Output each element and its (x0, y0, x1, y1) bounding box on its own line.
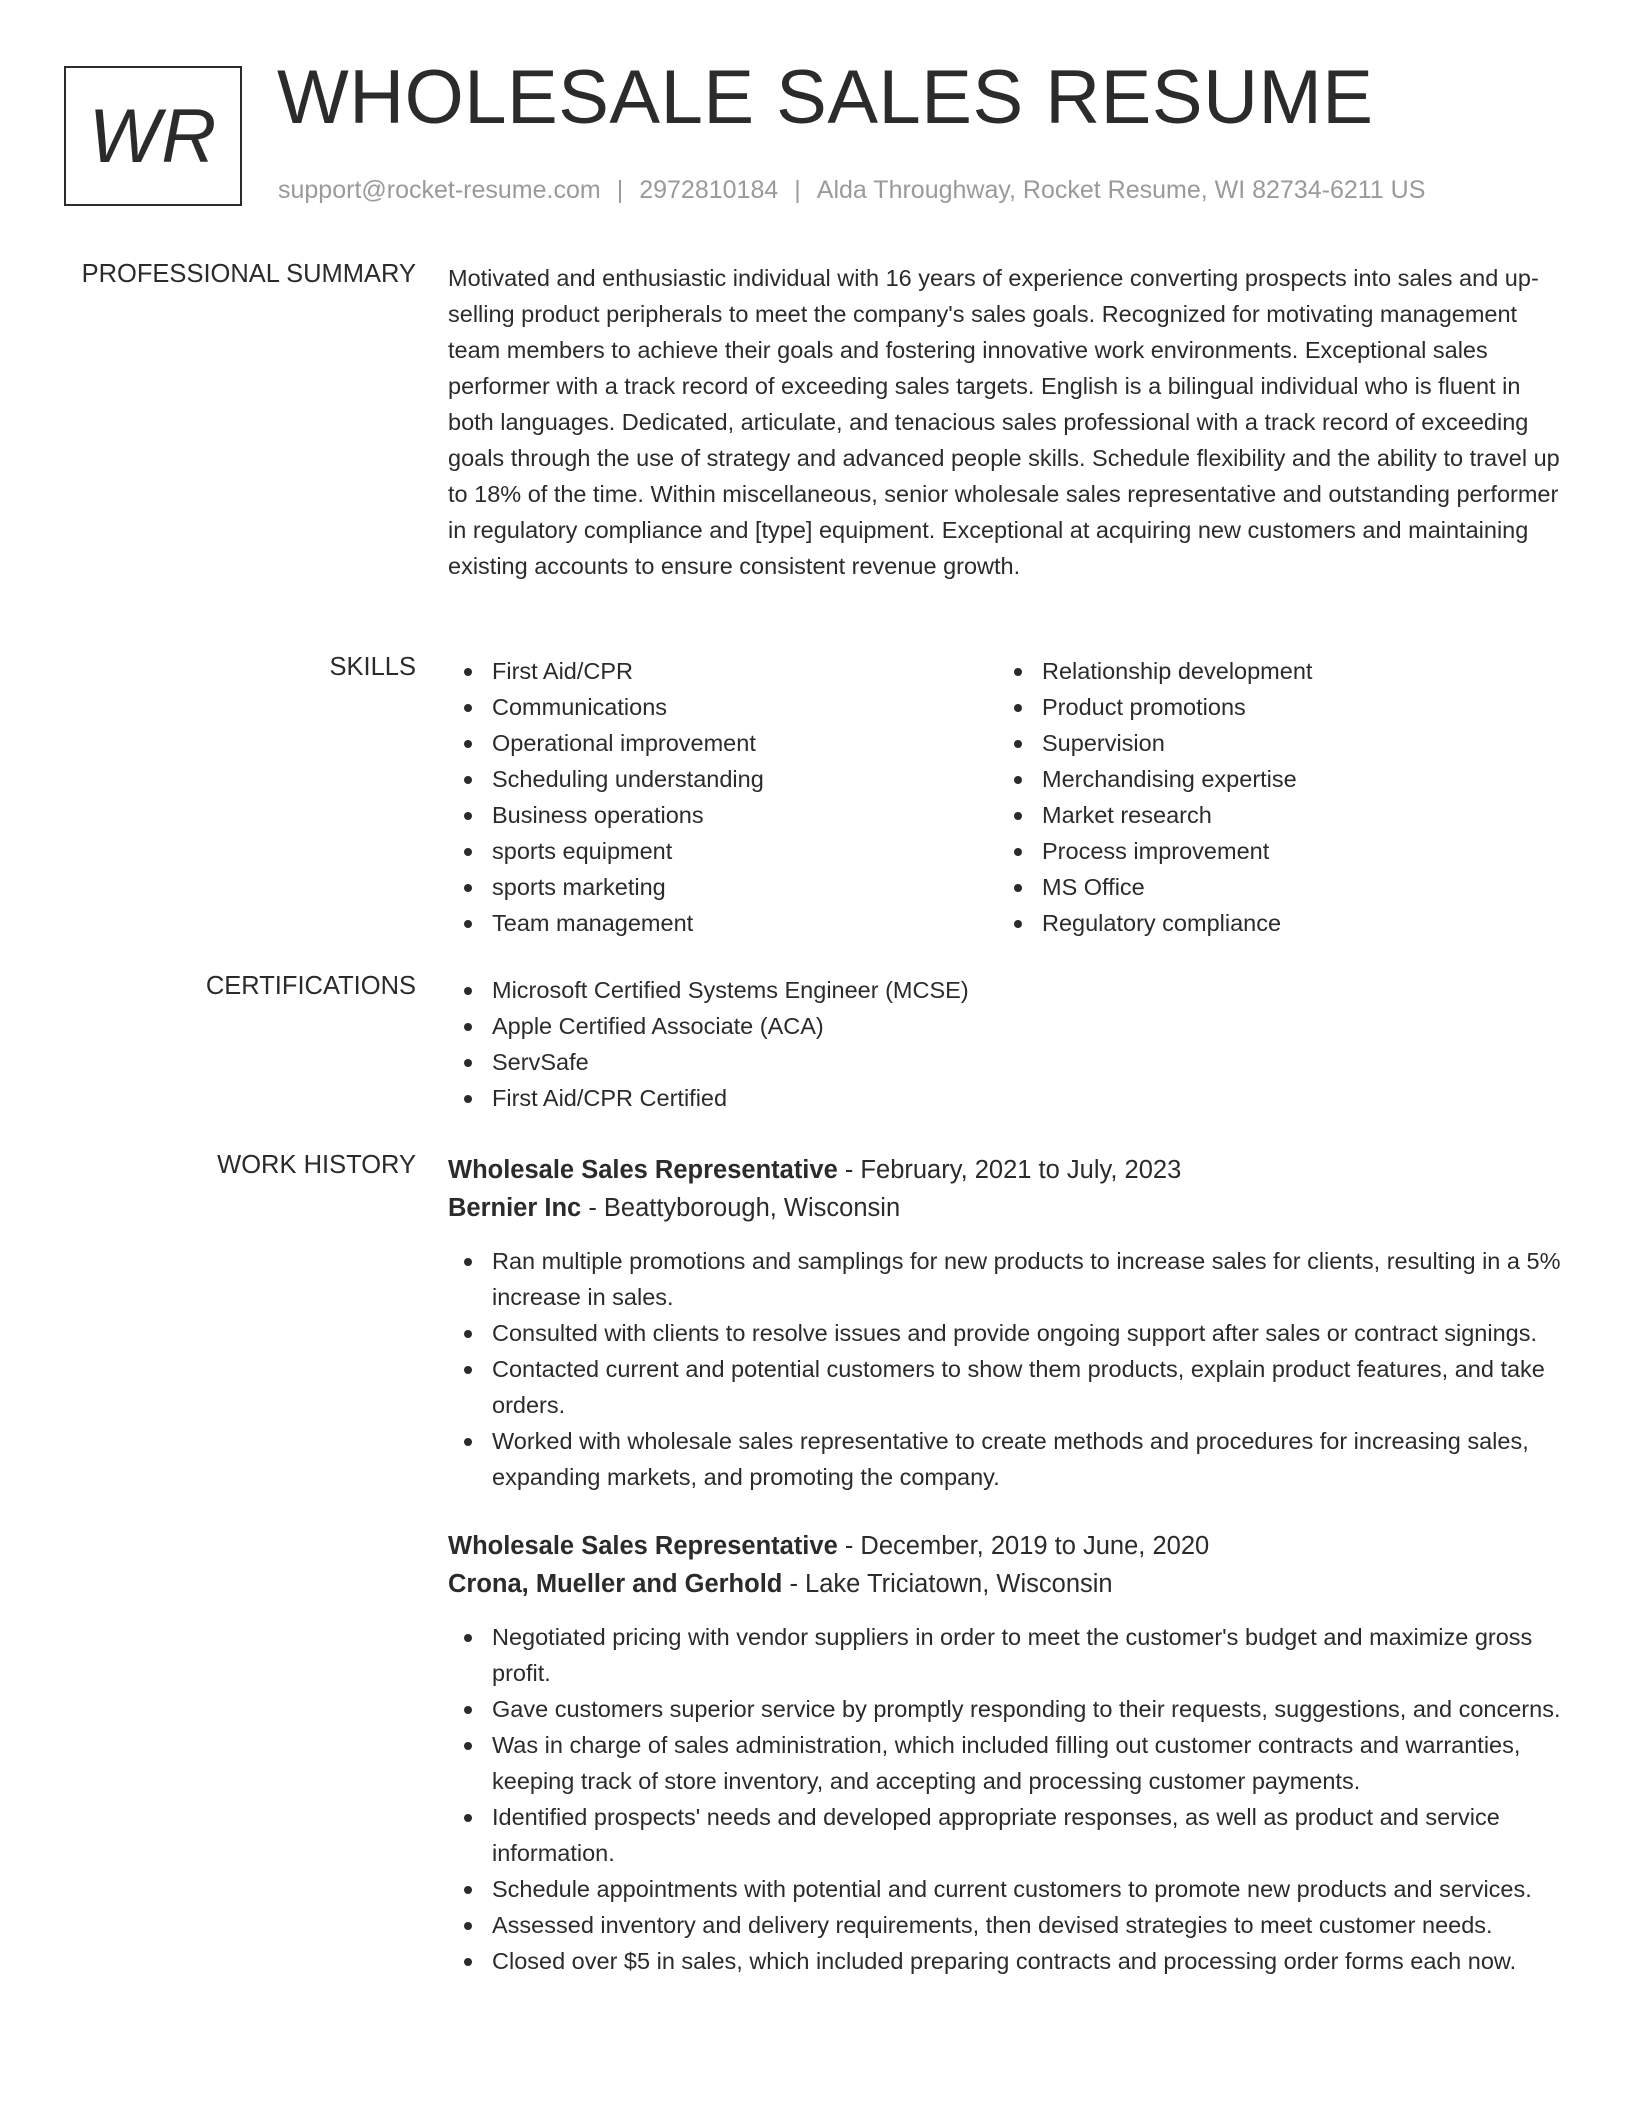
job-duty: Worked with wholesale sales representative to create methods and procedures for increasing sales, expanding markets, and promoting the company. (448, 1423, 1568, 1495)
job-location: - Lake Triciatown, Wisconsin (789, 1570, 1113, 1598)
resume-title: WHOLESALE SALES RESUME (277, 55, 1374, 140)
skill-item: Team management (448, 905, 998, 941)
job-duty: Contacted current and potential customers to show them products, explain product features, and take orders. (448, 1351, 1568, 1423)
job-duty: Consulted with clients to resolve issues and provide ongoing support after sales or contract signings. (448, 1315, 1568, 1351)
job-company-line (448, 1565, 1568, 1603)
job-entry (448, 1527, 1568, 1979)
skill-item: sports marketing (448, 869, 998, 905)
job-duty: Assessed inventory and delivery requirements, then devised strategies to meet customer needs. (448, 1907, 1568, 1943)
skill-item: Merchandising expertise (998, 761, 1548, 797)
skills-column-left (448, 653, 998, 941)
skill-item: Process improvement (998, 833, 1548, 869)
job-location: - Beattyborough, Wisconsin (588, 1194, 901, 1222)
contact-phone: 2972810184 (639, 176, 779, 204)
job-company: Bernier Inc (448, 1194, 582, 1222)
certification-item: First Aid/CPR Certified (448, 1080, 1568, 1116)
certification-item: ServSafe (448, 1044, 1568, 1080)
skills-heading: SKILLS (329, 653, 416, 681)
monogram-logo: WR (64, 66, 242, 206)
job-duty: Ran multiple promotions and samplings for new products to increase sales for clients, resulting in a 5% increase in sales. (448, 1243, 1568, 1315)
job-title-line (448, 1151, 1568, 1189)
job-entry (448, 1151, 1568, 1495)
job-title: Wholesale Sales Representative (448, 1532, 838, 1560)
skill-item: First Aid/CPR (448, 653, 998, 689)
job-duty: Was in charge of sales administration, which included filling out customer contracts and warranties, keeping track of store inventory, and accepting and processing customer payments. (448, 1727, 1568, 1799)
contact-separator: | (794, 176, 801, 204)
job-title: Wholesale Sales Representative (448, 1156, 838, 1184)
job-title-line (448, 1527, 1568, 1565)
skill-item: Business operations (448, 797, 998, 833)
contact-email[interactable]: support@rocket-resume.com (278, 176, 601, 204)
summary-text: Motivated and enthusiastic individual with 16 years of experience converting prospects into sales and up-selling product peripherals to meet the company's sales goals. Recognized for motivating management team members to achieve their goals and fostering innovative work environments. Exceptional sales performer with a track record of exceeding sales targets. English is a bilingual individual who is fluent in both languages. Dedicated, articulate, and tenacious sales professional with a track record of exceeding goals through the use of strategy and advanced people skills. Schedule flexibility and the ability to travel up to 18% of the time. Within miscellaneous, senior wholesale sales representative and outstanding performer in regulatory compliance and [type] equipment. Exceptional at acquiring new customers and maintaining existing accounts to ensure consistent revenue growth. (448, 265, 1560, 579)
contact-line (278, 176, 1425, 205)
skill-item: sports equipment (448, 833, 998, 869)
skill-item: MS Office (998, 869, 1548, 905)
job-duties (448, 1243, 1568, 1495)
certifications-heading: CERTIFICATIONS (205, 972, 416, 1000)
skill-item: Market research (998, 797, 1548, 833)
skill-item: Regulatory compliance (998, 905, 1548, 941)
skill-item: Supervision (998, 725, 1548, 761)
certification-item: Microsoft Certified Systems Engineer (MCSE) (448, 972, 1568, 1008)
skill-item: Product promotions (998, 689, 1548, 725)
job-company-line (448, 1189, 1568, 1227)
job-dates: - December, 2019 to June, 2020 (844, 1532, 1210, 1560)
skill-item: Relationship development (998, 653, 1548, 689)
job-duty: Gave customers superior service by promptly responding to their requests, suggestions, and concerns. (448, 1691, 1568, 1727)
contact-address: Alda Throughway, Rocket Resume, WI 82734-6211 US (816, 176, 1426, 204)
work-history-heading: WORK HISTORY (217, 1151, 416, 1179)
job-dates: - February, 2021 to July, 2023 (844, 1156, 1182, 1184)
skill-item: Operational improvement (448, 725, 998, 761)
work-history-body (448, 1151, 1568, 1979)
certifications-list (448, 972, 1568, 1116)
skills-list (448, 653, 1568, 941)
skills-column-right (998, 653, 1548, 941)
certification-item: Apple Certified Associate (ACA) (448, 1008, 1568, 1044)
summary-heading: PROFESSIONAL SUMMARY (81, 260, 416, 288)
job-duty: Closed over $5 in sales, which included preparing contracts and processing order forms each now. (448, 1943, 1568, 1979)
contact-separator: | (616, 176, 624, 204)
job-company: Crona, Mueller and Gerhold (448, 1570, 783, 1598)
skill-item: Communications (448, 689, 998, 725)
skill-item: Scheduling understanding (448, 761, 998, 797)
job-duty: Negotiated pricing with vendor suppliers in order to meet the customer's budget and maximize gross profit. (448, 1619, 1568, 1691)
job-duty: Identified prospects' needs and developed appropriate responses, as well as product and service information. (448, 1799, 1568, 1871)
job-duties (448, 1619, 1568, 1979)
job-duty: Schedule appointments with potential and current customers to promote new products and services. (448, 1871, 1568, 1907)
